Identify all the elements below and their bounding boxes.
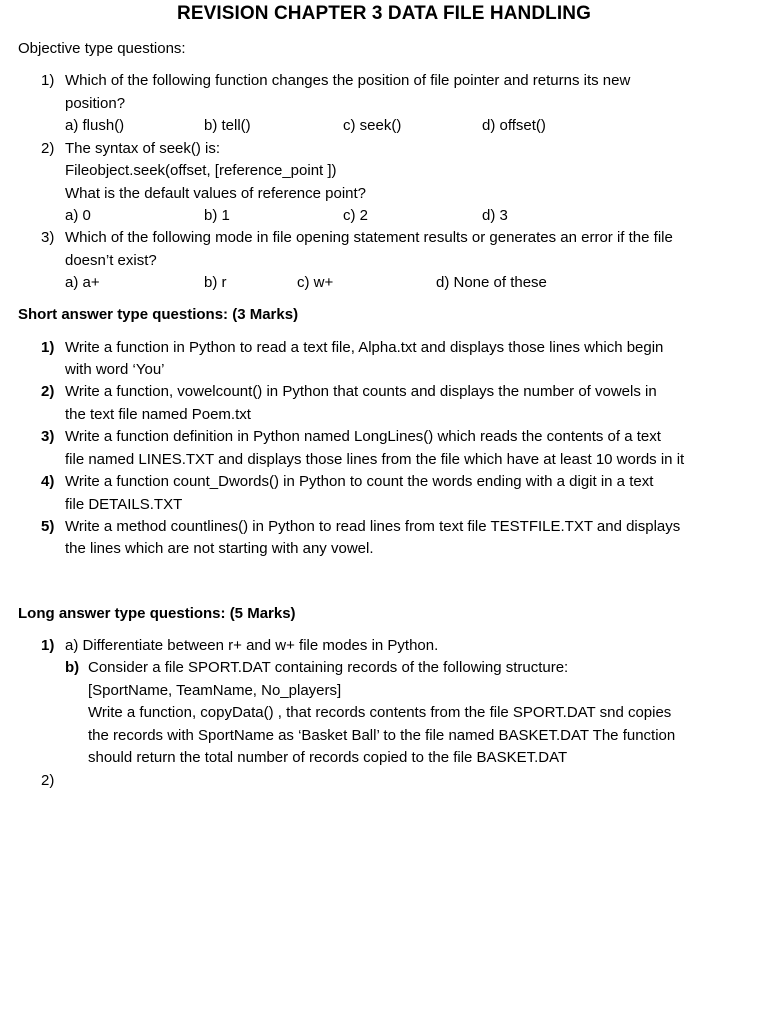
question-number: 2): [41, 383, 55, 400]
objective-heading: Objective type questions:: [18, 40, 186, 57]
part-b-line: the records with SportName as ‘Basket Ball’ to the file named BASKET.DAT The function: [88, 727, 676, 744]
question-line: The syntax of seek() is:: [65, 140, 221, 157]
part-b-label: b): [65, 659, 80, 676]
short-answer-heading: Short answer type questions: (3 Marks): [18, 306, 299, 323]
question-line: Write a method countlines() in Python to read lines from text file TESTFILE.TXT and displays: [65, 518, 681, 535]
question-number: 2): [41, 140, 55, 157]
question-line: position?: [65, 95, 126, 112]
question-line: the lines which are not starting with any vowel.: [65, 540, 374, 557]
question-line: Write a function in Python to read a text file, Alpha.txt and displays those lines which begin: [65, 339, 664, 356]
part-b-line: Consider a file SPORT.DAT containing records of the following structure:: [88, 659, 569, 676]
question-line: Fileobject.seek(offset, [reference_point ]): [65, 162, 337, 179]
question-number: 3): [41, 428, 55, 445]
question-line: Write a function, vowelcount() in Python that counts and displays the number of vowels in: [65, 383, 657, 400]
question-line: file DETAILS.TXT: [65, 496, 183, 513]
question-number: 1): [41, 72, 55, 89]
question-line: file named LINES.TXT and displays those lines from the file which have at least 10 words in it: [65, 451, 685, 468]
option-c: c) seek(): [343, 117, 402, 134]
question-line: Which of the following mode in file opening statement results or generates an error if the file: [65, 229, 673, 246]
question-line: with word ‘You’: [65, 361, 165, 378]
option-b: b) r: [204, 274, 227, 291]
question-line: Write a function definition in Python named LongLines() which reads the contents of a text: [65, 428, 661, 445]
part-b-line: Write a function, copyData() , that records contents from the file SPORT.DAT snd copies: [88, 704, 672, 721]
option-d: d) 3: [482, 207, 508, 224]
option-b: b) 1: [204, 207, 230, 224]
option-a: a) a+: [65, 274, 100, 291]
long-answer-heading: Long answer type questions: (5 Marks): [18, 605, 296, 622]
question-line: the text file named Poem.txt: [65, 406, 251, 423]
option-b: b) tell(): [204, 117, 251, 134]
option-d: d) offset(): [482, 117, 546, 134]
question-line: What is the default values of reference point?: [65, 185, 367, 202]
question-line: Write a function count_Dwords() in Python to count the words ending with a digit in a text: [65, 473, 654, 490]
question-number: 4): [41, 473, 55, 490]
option-d: d) None of these: [436, 274, 547, 291]
part-a-text: a) Differentiate between r+ and w+ file modes in Python.: [65, 637, 439, 654]
option-a: a) flush(): [65, 117, 125, 134]
option-c: c) 2: [343, 207, 369, 224]
option-a: a) 0: [65, 207, 91, 224]
page-title: REVISION CHAPTER 3 DATA FILE HANDLING: [177, 3, 591, 24]
question-number: 3): [41, 229, 55, 246]
part-b-line: [SportName, TeamName, No_players]: [88, 682, 342, 699]
question-line: Which of the following function changes the position of file pointer and returns its new: [65, 72, 631, 89]
option-c: c) w+: [297, 274, 334, 291]
question-number: 1): [41, 339, 55, 356]
part-b-line: should return the total number of records copied to the file BASKET.DAT: [88, 749, 568, 766]
question-line: doesn’t exist?: [65, 252, 157, 269]
question-number: 2): [41, 772, 55, 789]
question-number: 1): [41, 637, 55, 654]
question-number: 5): [41, 518, 55, 535]
